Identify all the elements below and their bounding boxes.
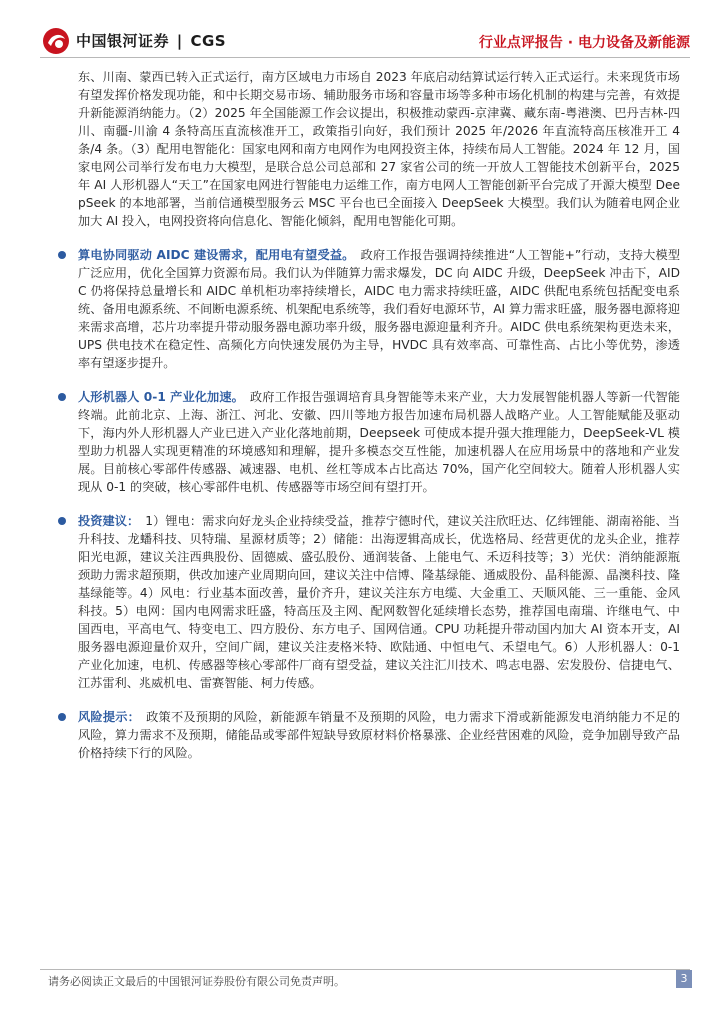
paragraph-text: 东、川南、蒙西已转入正式运行，南方区域电力市场自 2023 年底启动结算试运行转入正式运行。未来现货市场有望发挥价格发现功能，和中长期交易市场、辅助服务市场和容量市场等多种市场化机制的构建与完善，有效提升新能源消纳能力。（2）2025 年全国能源工作会议提出，积极推动蒙西-京津冀、藏东南-粤港澳、巴丹吉林-四川、南疆-川渝 4 条特高压直流核准开工，政策指引向好，我们预计 2025 年/2026 年直流特高压核准开工 4 条/4 条。（3）配用电智能化：国家电网和南方电网作为电网投资主体，持续布局人工智能。2024 年 12 月，国家电网公司举行发布电力大模型，是联合总公司总部和 27 家省公司的统一开放人工智能技术创新平台，2025 年 AI 人形机器人“天工”在国家电网进行智能电力运维工作，南方电网人工智能创新平台完成了开源大模型 DeepSeek 的本地部署，当前信通模型服务云 MSC 平台也已全面接入 DeepSeek 大模型。我们认为随着电网企业加大 AI 投入，电网投资将向信息化、智能化倾斜，配用电智能化可期。: [78, 70, 680, 228]
header-divider: [40, 57, 690, 58]
report-body: [58, 68, 680, 948]
paragraph-lead: 人形机器人 0-1 产业化加速。: [78, 390, 244, 404]
disclaimer-link[interactable]: 请务必阅读正文最后的中国银河证券股份有限公司免责声明。: [48, 975, 345, 988]
logo-company-name: 中国银河证券: [76, 32, 170, 50]
paragraph-lead: 投资建议：: [78, 514, 140, 528]
paragraph-aidc: [58, 246, 680, 372]
galaxy-logo-icon: [42, 27, 70, 55]
paragraph-risk-warning: [58, 708, 680, 762]
logo-wordmark: [76, 30, 226, 51]
paragraph-investment-advice: [58, 512, 680, 692]
page-number-badge: 3: [676, 970, 692, 988]
paragraph-grid-continuation: [58, 68, 680, 230]
paragraph-humanoid-robot: [58, 388, 680, 496]
bullet-icon: [58, 517, 66, 525]
bullet-icon: [58, 713, 66, 721]
paragraph-lead: 算电协同驱动 AIDC 建设需求，配用电有望受益。: [78, 248, 355, 262]
logo-abbreviation: CGS: [190, 32, 227, 50]
paragraph-text: 政策不及预期的风险，新能源车销量不及预期的风险，电力需求下滑或新能源发电消纳能力不足的风险，算力需求不及预期，储能品或零部件短缺导致原材料价格暴涨、企业经营困难的风险，竞争加剧导致产品价格持续下行的风险。: [78, 710, 681, 760]
footer-divider: [40, 969, 690, 970]
page-header: [0, 0, 724, 60]
logo-separator: |: [176, 32, 183, 50]
paragraph-text: 政府工作报告强调持续推进“人工智能+”行动，支持大模型广泛应用，优化全国算力资源布局。我们认为伴随算力需求爆发，DC 向 AIDC 升级，DeepSeek 冲击下，AIDC 仍将保持总量增长和 AIDC 单机柜功率持续增长，AIDC 电力需求持续旺盛，AIDC 供配电系统包括配变电系统、备用电源系统、不间断电源系统、机架配电系统等，我们看好电源环节，AI 算力需求旺盛，服务器电源将迎来需求高增，芯片功率提升带动服务器电源功率升级，服务器电源迎量利齐升。AIDC 供电系统架构更迭未来，UPS 供电技术在稳定性、高频化方向快速发展仍为主导，HVDC 具有效率高、可靠性高、占比小等优势，渗透率有望逐步提升。: [78, 248, 681, 370]
paragraph-text: 政府工作报告强调培育具身智能等未来产业，大力发展智能机器人等新一代智能终端。此前北京、上海、浙江、河北、安徽、四川等地方报告加速布局机器人战略产业。人工智能赋能及驱动下，海内外人形机器人产业已进入产业化落地前期，Deepseek 可使成本提升强大推理能力，DeepSeek-VL 模型助力机器人实现更精准的环境感知和理解，提升多模态交互性能，加速机器人在应用场景中的落地和产业发展。目前核心零部件传感器、减速器、电机、丝杠等成本占比高达 70%，国产化空间较大。随着人形机器人实现从 0-1 的突破，核心零部件电机、传感器等市场空间有望打开。: [78, 390, 680, 494]
company-logo: [42, 27, 232, 55]
paragraph-text: 1）锂电：需求向好龙头企业持续受益，推荐宁德时代，建议关注欣旺达、亿纬锂能、湖南裕能、当升科技、龙蟠科技、贝特瑞、星源材质等；2）储能：出海逻辑高成长，优选格局、经营更优的龙头企业，推荐阳光电源，建议关注西典股份、固德威、盛弘股份、通润装备、上能电气、禾迈科技等；3）光伏：消纳能源瓶颈助力需求超预期，供改加速产业周期向回，建议关注中信博、隆基绿能、通威股份、晶科能源、晶澳科技、隆基绿能等。4）风电：行业基本面改善，量价齐升，建议关注东方电缆、大金重工、天顺风能、三一重能、金风科技。5）电网：国内电网需求旺盛，特高压及主网、配网数智化延续增长态势，推荐国电南瑞、许继电气、中国西电，平高电气、特变电工、四方股份、东方电子、国网信通。CPU 功耗提升带动国内加大 AI 资本开支，AI 服务器电源迎量价双升，空间广阔，建议关注麦格米特、欧陆通、中恒电气、禾望电气。6）人形机器人：0-1 产业化加速，电机、传感器等核心零部件厂商有望受益，建议关注汇川技术、鸣志电器、宏发股份、信捷电气、江苏雷利、兆威机电、雷赛智能、柯力传感。: [78, 514, 680, 690]
report-category: 行业点评报告 · 电力设备及新能源: [478, 35, 690, 51]
bullet-icon: [58, 251, 66, 259]
paragraph-lead: 风险提示：: [78, 710, 141, 724]
bullet-icon: [58, 393, 66, 401]
